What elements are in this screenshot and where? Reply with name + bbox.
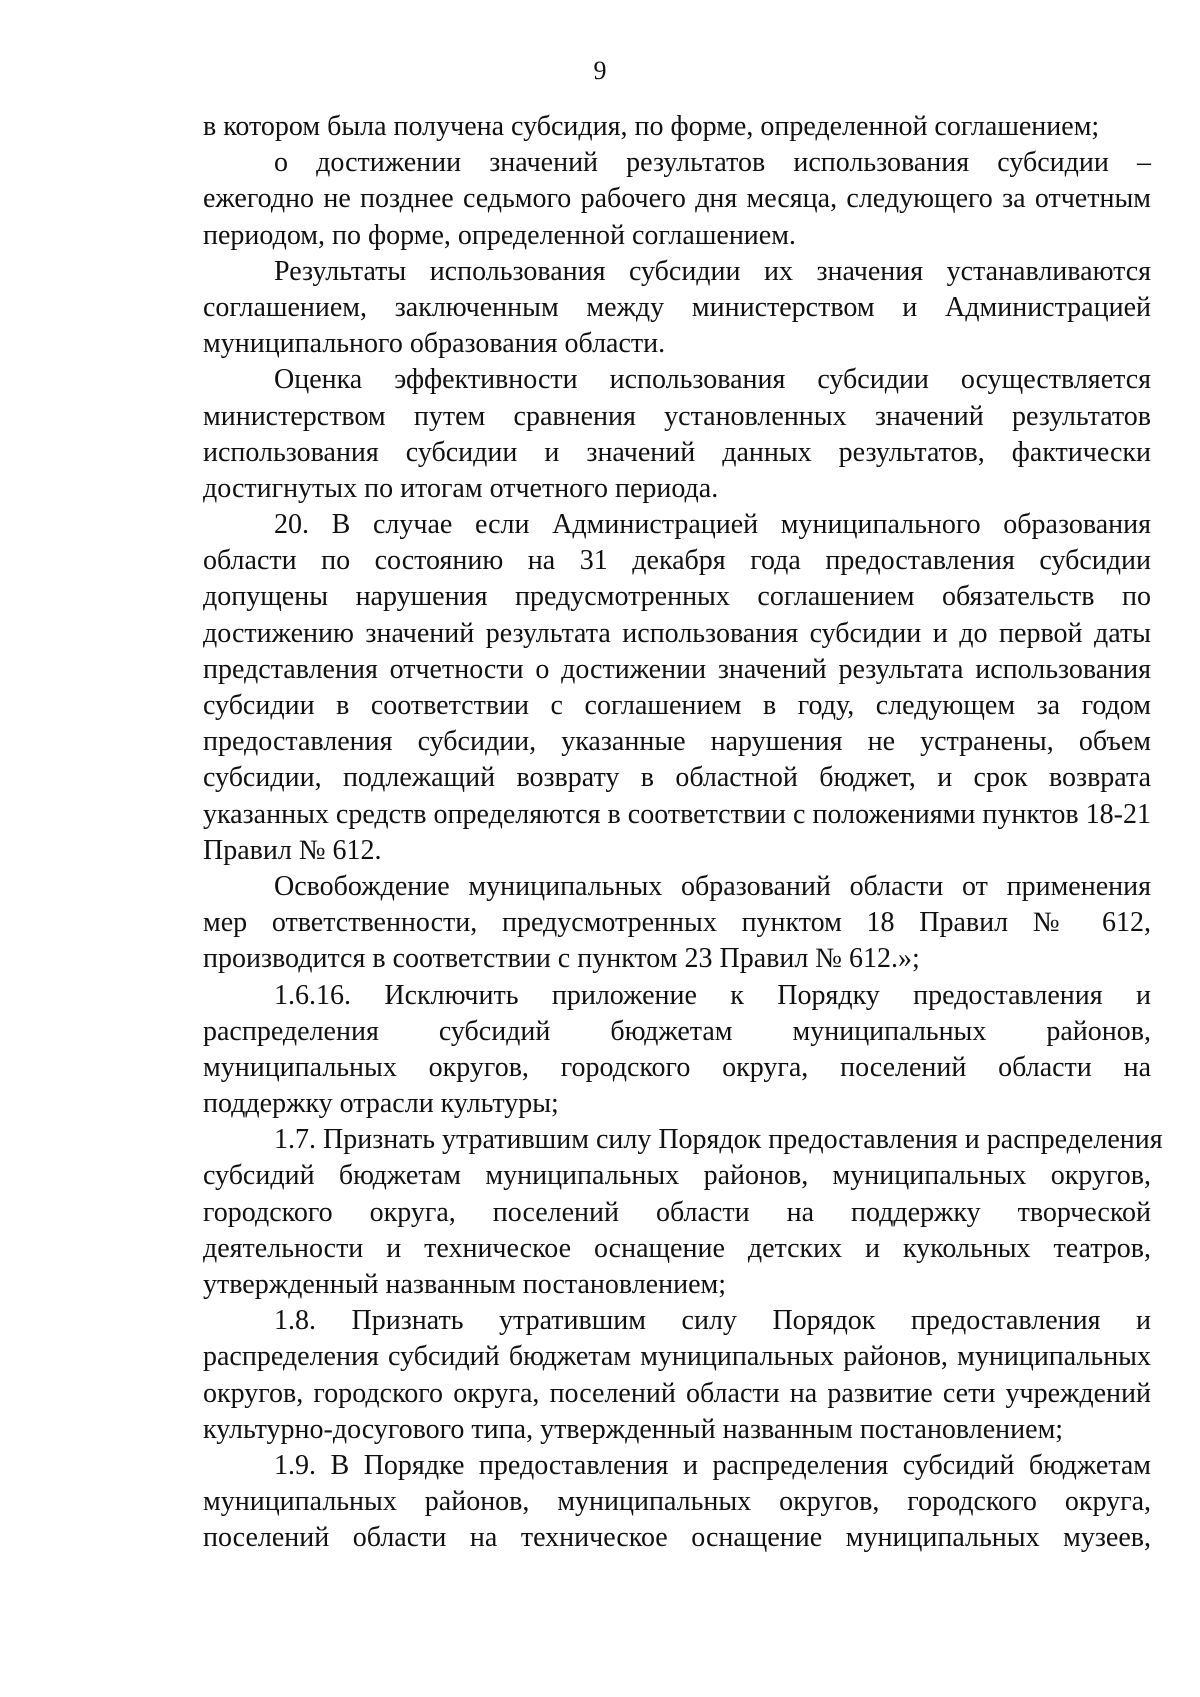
text-line: субсидии в соответствии с соглашением в году, следующем за годом: [203, 690, 1151, 721]
text-line: 1.8. Признать утратившим силу Порядок предоставления и: [274, 1305, 1151, 1337]
text-line: периодом, по форме, определенной соглашением.: [203, 219, 796, 251]
document-body: [203, 109, 1163, 1557]
text-line: достигнутых по итогам отчетного периода.: [203, 472, 719, 504]
text-line: соглашением, заключенным между министерством и Администрацией: [203, 291, 1151, 323]
text-line: в котором была получена субсидия, по форме, определенной соглашением;: [203, 111, 1100, 142]
paragraph: [203, 869, 1151, 978]
text-line: Результаты использования субсидии их значения устанавливаются: [274, 255, 1151, 287]
text-line: допущены нарушения предусмотренных соглашением обязательств по: [203, 581, 1151, 613]
paragraph: [203, 145, 1151, 254]
text-line: деятельности и техническое оснащение детских и кукольных театров,: [203, 1232, 1151, 1264]
page-number: 9: [593, 56, 607, 85]
text-line: утвержденный названным постановлением;: [203, 1269, 727, 1300]
text-line: Оценка эффективности использования субсидии осуществляется: [274, 364, 1151, 396]
paragraph: [203, 109, 1151, 145]
text-line: муниципального образования области.: [203, 328, 666, 360]
text-line: предоставления субсидии, указанные нарушения не устранены, объем: [203, 726, 1151, 758]
text-line: достижению значений результата использования субсидии и до первой даты: [203, 617, 1151, 649]
text-line: муниципальных районов, муниципальных округов, городского округа,: [203, 1486, 1151, 1518]
text-line: распределения субсидий бюджетам муниципальных районов,: [203, 1015, 1151, 1047]
text-line: Правил № 612.: [203, 834, 382, 866]
text-line: 1.6.16. Исключить приложение к Порядку предоставления и: [274, 979, 1151, 1011]
text-line: о достижении значений результатов использования субсидии –: [274, 147, 1151, 179]
text-line: городского округа, поселений области на поддержку творческой: [203, 1196, 1151, 1228]
text-line: субсидии, подлежащий возврату в областной бюджет, и срок возврата: [203, 762, 1151, 794]
text-line: муниципальных округов, городского округа, поселений области на: [203, 1051, 1151, 1083]
text-line: распределения субсидий бюджетам муниципальных районов, муниципальных: [203, 1341, 1151, 1373]
text-line: округов, городского округа, поселений области на развитие сети учреждений: [203, 1377, 1151, 1409]
text-line: мер ответственности, предусмотренных пунктом 18 Правил № 612,: [203, 907, 1151, 939]
text-line: поддержку отрасли культуры;: [203, 1088, 559, 1120]
text-line: 1.7. Признать утратившим силу Порядок предоставления и распределения: [274, 1124, 1163, 1156]
paragraph: [203, 507, 1151, 869]
paragraph: [203, 362, 1151, 507]
paragraph: [203, 1122, 1163, 1303]
text-line: 1.9. В Порядке предоставления и распределения субсидий бюджетам: [274, 1449, 1151, 1481]
text-line: культурно-досугового типа, утвержденный названным постановлением;: [203, 1413, 1064, 1445]
text-line: указанных средств определяются в соответствии с положениями пунктов 18-21: [203, 798, 1151, 830]
text-line: ежегодно не позднее седьмого рабочего дня месяца, следующего за отчетным: [203, 183, 1151, 215]
text-line: поселений области на техническое оснащение муниципальных музеев,: [203, 1522, 1151, 1554]
text-line: использования субсидии и значений данных результатов, фактически: [203, 436, 1151, 468]
text-line: области по состоянию на 31 декабря года предоставления субсидии: [203, 545, 1151, 577]
text-line: субсидий бюджетам муниципальных районов, муниципальных округов,: [203, 1160, 1151, 1192]
paragraph: [203, 1448, 1151, 1557]
text-line: министерством путем сравнения установленных значений результатов: [203, 400, 1151, 432]
paragraph: [203, 254, 1151, 363]
text-line: производится в соответствии с пунктом 23 Правил № 612.»;: [203, 943, 920, 975]
paragraph: [203, 1303, 1151, 1448]
paragraph: [203, 978, 1151, 1123]
text-line: представления отчетности о достижении значений результата использования: [203, 653, 1151, 685]
text-line: Освобождение муниципальных образований области от применения: [274, 870, 1151, 902]
text-line: 20. В случае если Администрацией муниципального образования: [274, 509, 1151, 541]
